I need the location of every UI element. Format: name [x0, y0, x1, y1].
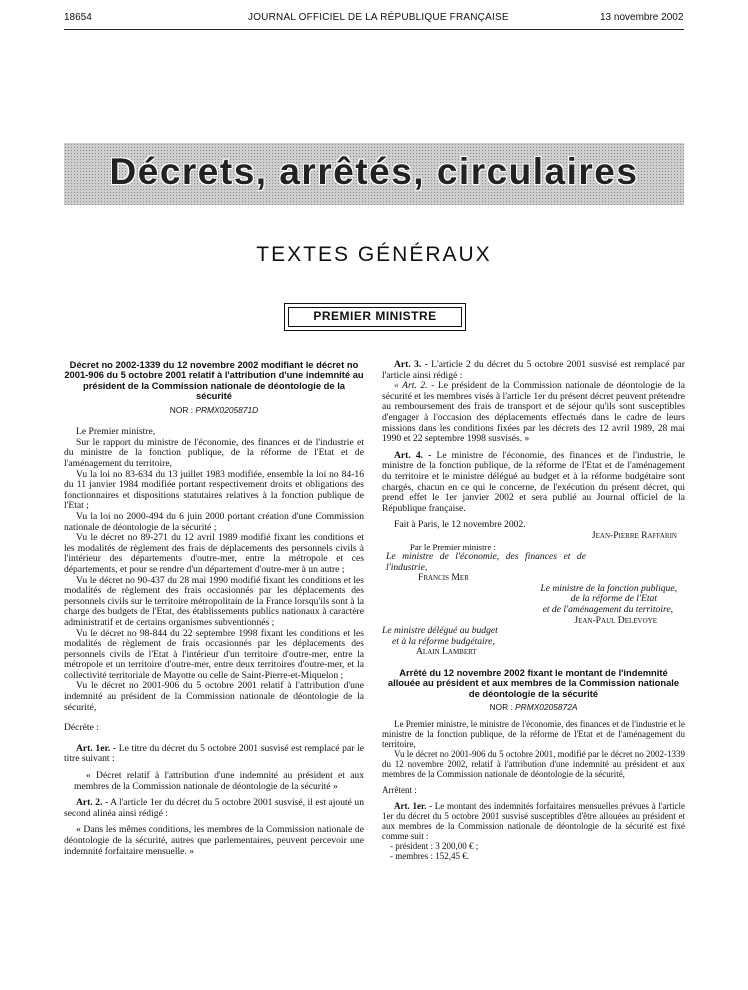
decree-article-3 [382, 360, 685, 381]
decree-visa: Vu la loi no 83-634 du 13 juillet 1983 modifiée, ensemble la loi no 84-16 du 11 janvier 1984 modifiée portant respectivement droits et obligations des fonctionnaires et dispositions statutaires relatives à la fonction publique de l'Etat ; [64, 468, 364, 512]
minister-fp-title-3: et de l'aménagement du territoire, [542, 604, 673, 616]
arrete-arretent: Arrêtent : [382, 784, 417, 795]
decree-visa: Vu le décret no 98-844 du 22 septembre 1998 fixant les conditions et les modalités de règlement de frais occasionnés par les déplacements des personnels civils de l'Etat à l'intérieur d'un territoire d'outre-mer, entre la métropole et un territoire d'outre-mer, entre deux territoires d'outre-mer, et la collectivité territoriale de Mayotte ou celle de Saint-Pierre-et-Miquelon ; [64, 627, 364, 681]
ministry-heading-box [284, 303, 466, 331]
minister-fp-title-1: Le ministre de la fonction publique, [540, 582, 677, 594]
section-title: TEXTES GÉNÉRAUX [256, 243, 492, 266]
arrete-nor [382, 702, 685, 713]
quote-text: Le président de la Commission nationale de déontologie de la sécurité et les membres visés à l'article 1er du présent décret peuvent prétendre au remboursement des frais de transport et de séjour qu'ils sont susceptibles d'engager à l'occasion des déplacements effectués dans le cadre de leurs missions dans les conditions fixées par les décrets des 12 avril 1989, 28 mai 1990 et 22 septembre 1998 susvisés. » [382, 380, 685, 445]
minister-eco-name: Francis Mer [418, 572, 469, 584]
journal-title: JOURNAL OFFICIEL DE LA RÉPUBLIQUE FRANÇAISE [248, 12, 509, 23]
quote-label: « Art. 2. - [394, 380, 435, 392]
decree-done-at: Fait à Paris, le 12 novembre 2002. [394, 519, 526, 531]
decree-article-1-quote: « Décret relatif à l'attribution d'une indemnité au président et aux membres de la Commission nationale de déontologie de la sécurité » [74, 770, 364, 792]
arrete-article-1 [382, 801, 685, 841]
article-text: Le montant des indemnités forfaitaires mensuelles prévues à l'article 1er du décret du 5 octobre 2001 susvisé susceptibles d'être allouées au président et aux membres de la Commission nationale de déontologie de la sécurité est fixé comme suit : [382, 801, 686, 842]
decree-article-1 [64, 744, 364, 765]
article-label: Art. 2. - [76, 797, 109, 809]
issue-date: 13 novembre 2002 [600, 12, 684, 23]
article-label: Art. 1er. - [76, 742, 117, 754]
banner-title: Décrets, arrêtés, circulaires [109, 151, 639, 192]
decree-decrete: Décrète : [64, 722, 99, 734]
article-text: L'article 2 du décret du 5 octobre 2001 susvisé est remplacé par l'article ainsi rédigé : [382, 359, 685, 381]
minister-budget-name: Alain Lambert [416, 646, 477, 658]
arrete-visa: Vu le décret no 2001-906 du 5 octobre 2001, modifié par le décret no 2002-1339 du 12 novembre 2002, relatif à l'attribution d'une indemnité au président et aux membres de la Commission nationale de déontologie de la sécurité, [382, 748, 685, 779]
minister-fp-name: Jean-Paul Delevoye [574, 614, 657, 626]
decree-visa: Vu le décret no 90-437 du 28 mai 1990 modifié fixant les conditions et les modalités de règlement des frais occasionnés par les déplacements des personnels civils sur le territoire métropolitain de la France lorsqu'ils sont à la charge des budgets de l'Etat, des établissements publics nationaux à caractère administratif et de certains organismes subventionnés ; [64, 574, 364, 628]
article-text: A l'article 1er du décret du 5 octobre 2001 susvisé, il est ajouté un second alinéa ainsi rédigé : [64, 797, 365, 819]
article-label: Art. 4. - [394, 449, 432, 461]
minister-budget-title-1: Le ministre délégué au budget [382, 625, 498, 637]
decree-visa: Vu le décret no 2001-906 du 5 octobre 2001 relatif à l'attribution d'une indemnité au président de la Commission nationale de déontologie de la sécurité, [64, 680, 364, 713]
minister-eco-title: Le ministre de l'économie, des finances et de l'industrie, [386, 551, 586, 573]
arrete-opening: Le Premier ministre, le ministre de l'économie, des finances et de l'industrie et le ministre de la fonction publique, de la réforme de l'Etat et de l'aménagement du territoire, [382, 718, 685, 749]
left-column [64, 360, 364, 857]
nor-code: PRMX0205872A [515, 702, 578, 713]
header-rule [64, 29, 684, 30]
decree-article-3-quote [382, 381, 685, 445]
decree-article-2-quote: « Dans les mêmes conditions, les membres de la Commission nationale de déontologie de la sécurité, autres que parlementaires, peuvent percevoir une indemnité forfaitaire mensuelle. » [64, 824, 364, 857]
article-text: Le titre du décret du 5 octobre 2001 susvisé est remplacé par le titre suivant : [64, 742, 364, 765]
section-banner [64, 143, 684, 205]
decree-title: Décret no 2002-1339 du 12 novembre 2002 modifiant le décret no 2001-906 du 5 octobre 2001 relatif à l'attribution d'une indemnité au président de la Commission nationale de déontologie de la sécurité [64, 359, 364, 402]
decree-opening: Le Premier ministre, [76, 426, 156, 438]
decree-article-4 [382, 451, 685, 515]
decree-article-2 [64, 798, 364, 819]
nor-label: NOR : [169, 404, 194, 415]
page-number: 18654 [64, 12, 92, 23]
ministry-heading: PREMIER MINISTRE [288, 307, 462, 327]
decree-visa: Sur le rapport du ministre de l'économie, des finances et de l'industrie et du ministre de la fonction publique, de la réforme de l'Etat et de l'aménagement du territoire, [64, 436, 364, 469]
signer-pm: Jean-Pierre Raffarin [591, 529, 677, 541]
nor-label: NOR : [489, 702, 513, 713]
minister-budget-title-2: et à la réforme budgétaire, [392, 635, 495, 647]
minister-fp-title-2: de la réforme de l'Etat [570, 593, 657, 605]
decree-nor [64, 405, 364, 416]
nor-code: PRMX0205871D [195, 404, 259, 415]
by-pm: Par le Premier ministre : [410, 541, 496, 552]
decree-visa: Vu la loi no 2000-494 du 6 juin 2000 portant création d'une Commission nationale de déontologie de la sécurité ; [64, 510, 364, 533]
amount-president: - président : 3 200,00 € ; [390, 841, 479, 852]
right-column [382, 360, 685, 861]
amount-membres: - membres : 152,45 €. [390, 851, 469, 862]
arrete-title: Arrêté du 12 novembre 2002 fixant le montant de l'indemnité allouée au président et aux membres de la Commission nationale de déontologie de la sécurité [387, 667, 680, 699]
article-label: Art. 1er. - [394, 801, 433, 812]
article-label: Art. 3. - [394, 359, 428, 370]
decree-visa: Vu le décret no 89-271 du 12 avril 1989 modifié fixant les conditions et les modalités de règlement des frais de déplacements des personnels civils à l'intérieur des départements d'outre-mer, entre la métropole et ces départements, et pour se rendre d'un département d'outre-mer à un autre ; [64, 532, 364, 575]
article-text: Le ministre de l'économie, des finances et de l'industrie, le ministre de la fonction publique, de la réforme de l'Etat et de l'aménagement du territoire et le ministre délégué au budget et à la réforme budgétaire sont chargés, chacun en ce qui le concerne, de l'exécution du présent décret, qui prend effet le 1er janvier 2002 et sera publié au Journal officiel de la République française. [382, 449, 685, 514]
